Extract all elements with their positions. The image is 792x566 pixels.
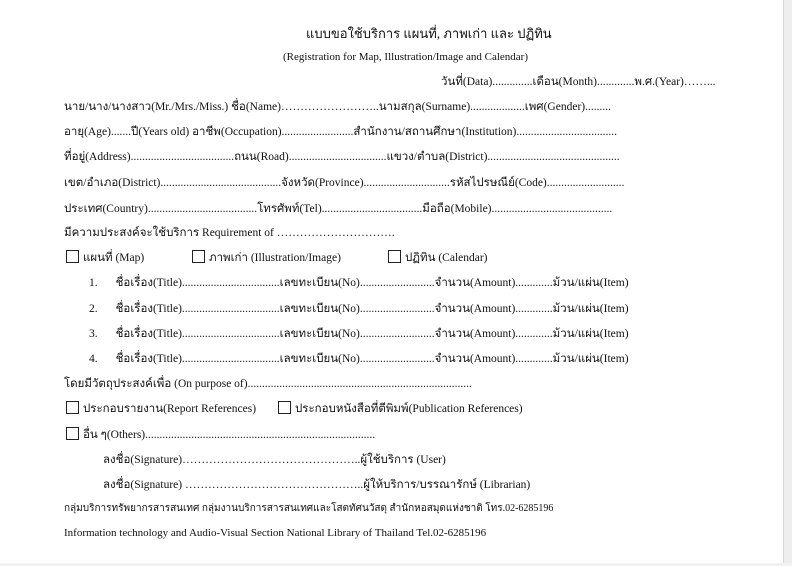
option-calendar-label: ปฏิทิน (Calendar) [405, 252, 488, 264]
option-illustration[interactable] [192, 250, 341, 265]
purpose-label: โดยมีวัตถุประสงค์เพื่อ (On purpose of).............................................................................. [64, 378, 472, 390]
option-calendar[interactable] [388, 250, 488, 265]
item-number: 2. [89, 303, 98, 315]
date-line: วันที่(Data)..............เดือน(Month).............พ.ศ.(Year)……... [441, 76, 716, 88]
name-line: นาย/นาง/นางสาว(Mr./Mrs./Miss.) ชื่อ(Name)……………………..นามสกุล(Surname)...................เพศ(Gender)......... [64, 101, 611, 113]
publication-checkbox[interactable] [278, 401, 291, 414]
item-number: 1. [89, 277, 98, 289]
purpose-other[interactable] [66, 427, 375, 442]
requirement-label: มีความประสงค์จะใช้บริการ Requirement of …………………………. [64, 227, 395, 239]
address-line: ที่อยู่(Address)....................................ถนน(Road)..................................แขวง/ตำบล(District).............................................. [64, 151, 620, 163]
purpose-publication[interactable] [278, 401, 523, 416]
purpose-other-label: อื่น ๆ(Others)................................................................................ [83, 429, 376, 441]
item-number: 3. [89, 328, 98, 340]
purpose-report[interactable] [66, 401, 256, 416]
option-map-label: แผนที่ (Map) [83, 252, 145, 264]
item-row [89, 276, 629, 290]
footer-thai: กลุ่มบริการทรัพยากรสารสนเทศ กลุ่มงานบริการสารสนเทศและโสตทัศนวัสดุ สำนักหอสมุดแห่งชาติ โทร.02-6285196 [64, 503, 554, 514]
illustration-checkbox[interactable] [192, 250, 205, 263]
report-checkbox[interactable] [66, 401, 79, 414]
item-number: 4. [89, 353, 98, 365]
item-row [89, 327, 629, 341]
purpose-publication-label: ประกอบหนังสือที่ตีพิมพ์(Publication References) [295, 403, 523, 415]
option-illustration-label: ภาพเก่า (Illustration/Image) [209, 252, 341, 264]
calendar-checkbox[interactable] [388, 250, 401, 263]
other-checkbox[interactable] [66, 427, 79, 440]
item-row [89, 352, 629, 366]
page-edge [783, 0, 792, 566]
option-map[interactable] [66, 250, 144, 265]
district-line: เขต/อำเภอ(District)..........................................จังหวัด(Province)..............................รหัสไปรษณีย์(Code)........................... [64, 177, 625, 189]
form-title-english: (Registration for Map, Illustration/Image and Calendar) [283, 51, 528, 63]
footer-english: Information technology and Audio-Visual Section National Library of Thailand Tel.02-6285196 [64, 527, 487, 539]
item-text: ชื่อเรื่อง(Title)..................................เลขทะเบียน(No)..........................จำนวน(Amount).............ม้วน/แผ่น(Item) [115, 328, 629, 340]
librarian-signature-line: ลงชื่อ(Signature) ………………………………………..ผู้ให้บริการ/บรรณารักษ์ (Librarian) [103, 479, 531, 491]
form-title-thai: แบบขอใช้บริการ แผนที่, ภาพเก่า และ ปฏิทิน [306, 26, 552, 41]
item-text: ชื่อเรื่อง(Title)..................................เลขทะเบียน(No)..........................จำนวน(Amount).............ม้วน/แผ่น(Item) [115, 303, 629, 315]
item-text: ชื่อเรื่อง(Title)..................................เลขทะเบียน(No)..........................จำนวน(Amount).............ม้วน/แผ่น(Item) [115, 277, 629, 289]
item-row [89, 302, 629, 316]
user-signature-line: ลงชื่อ(Signature)………………………………………..ผู้ใช้บริการ (User) [103, 454, 446, 466]
age-line: อายุ(Age).......ปี(Years old) อาชีพ(Occupation).........................สำนักงาน/สถานศึกษา(Institution)................................... [64, 126, 618, 138]
item-text: ชื่อเรื่อง(Title)..................................เลขทะเบียน(No)..........................จำนวน(Amount).............ม้วน/แผ่น(Item) [115, 353, 629, 365]
country-line: ประเทศ(Country)......................................โทรศัพท์(Tel)...................................มือถือ(Mobile).......................................... [64, 203, 613, 215]
map-checkbox[interactable] [66, 250, 79, 263]
purpose-report-label: ประกอบรายงาน(Report References) [83, 403, 257, 415]
